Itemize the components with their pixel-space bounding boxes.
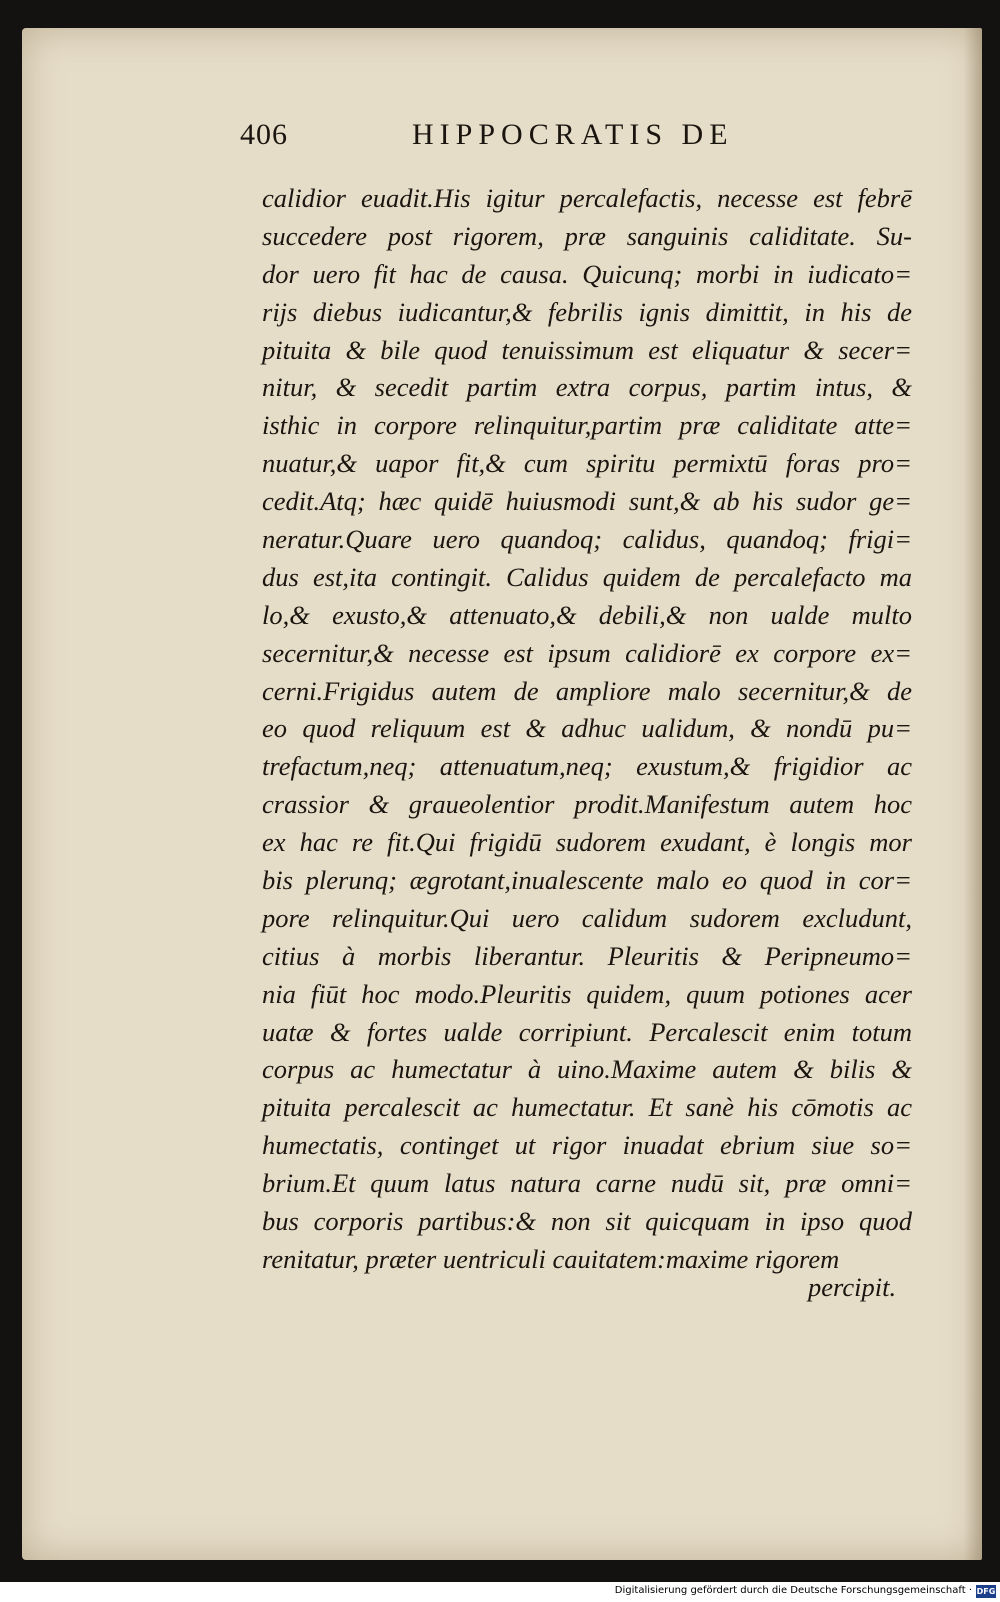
text-line: succedere post rigorem, præ sanguinis caliditate. Su- bbox=[262, 220, 912, 251]
text-line: pore relinquitur.Qui uero calidum sudorem excludunt, bbox=[262, 902, 912, 933]
text-line: nuatur,& uapor fit,& cum spiritu permixtū foras pro= bbox=[262, 448, 912, 479]
text-line: lo,& exusto,& attenuato,& debili,& non ualde multo bbox=[262, 599, 912, 630]
text-line: secernitur,& necesse est ipsum calidiorē ex corpore ex= bbox=[262, 637, 912, 668]
text-line: cedit.Atq; hæc quidē huiusmodi sunt,& ab his sudor ge= bbox=[262, 486, 912, 517]
dfg-logo: DFG bbox=[976, 1587, 996, 1596]
text-line: uatæ & fortes ualde corripiunt. Percalescit enim totum bbox=[262, 1016, 912, 1047]
text-line: renitatur, præter uentriculi cauitatem:maxime rigorem bbox=[262, 1243, 840, 1274]
text-line: brium.Et quum latus natura carne nudū sit, præ omni= bbox=[262, 1168, 912, 1199]
text-line: isthic in corpore relinquitur,partim præ caliditate atte= bbox=[262, 410, 912, 441]
catchword: percipit. bbox=[808, 1272, 897, 1302]
text-line: eo quod reliquum est & adhuc ualidum, & nondū pu= bbox=[262, 713, 912, 744]
folio-number: 406 bbox=[240, 118, 288, 151]
footer-credit: Digitalisierung gefördert durch die Deutsche Forschungsgemeinschaft · bbox=[614, 1585, 972, 1596]
running-title: HIPPOCRATIS DE bbox=[412, 118, 734, 151]
text-line: nia fiūt hoc modo.Pleuritis quidem, quum potiones acer bbox=[262, 978, 912, 1009]
text-line: calidior euadit.His igitur percalefactis, necesse est febrē bbox=[262, 183, 912, 213]
text-line: bus corporis partibus:& non sit quicquam in ipso quod bbox=[262, 1206, 912, 1237]
text-line: neratur.Quare uero quandoq; calidus, quandoq; frigi= bbox=[262, 524, 912, 555]
text-line: dor uero fit hac de causa. Quicunq; morbi in iudicato= bbox=[262, 258, 912, 289]
text-line: dus est,ita contingit. Calidus quidem de percalefacto ma bbox=[262, 561, 912, 592]
text-line: trefactum,neq; attenuatum,neq; exustum,& frigidior ac bbox=[262, 751, 912, 782]
text-line: pituita & bile quod tenuissimum est eliquatur & secer= bbox=[262, 334, 912, 365]
page-header bbox=[240, 112, 820, 168]
body-text bbox=[262, 180, 912, 1279]
page-edge-shadow bbox=[964, 28, 982, 1560]
text-line: humectatis, continget ut rigor inuadat ebrium siue so= bbox=[262, 1130, 912, 1161]
text-line: nitur, & secedit partim extra corpus, partim intus, & bbox=[262, 372, 912, 403]
digitization-footer bbox=[0, 1582, 1000, 1602]
text-line: rijs diebus iudicantur,& febrilis ignis dimittit, in his de bbox=[262, 296, 912, 327]
text-line: ex hac re fit.Qui frigidū sudorem exudant, è longis mor bbox=[262, 827, 912, 858]
text-line: cerni.Frigidus autem de ampliore malo secernitur,& de bbox=[262, 675, 912, 706]
text-line: bis plerunq; ægrotant,inualescente malo eo quod in cor= bbox=[262, 865, 912, 896]
text-line: crassior & graueolentior prodit.Manifestum autem hoc bbox=[262, 789, 912, 820]
text-line: citius à morbis liberantur. Pleuritis & Peripneumo= bbox=[262, 940, 912, 971]
text-line: corpus ac humectatur à uino.Maxime autem & bilis & bbox=[262, 1054, 912, 1085]
text-line: pituita percalescit ac humectatur. Et sanè his cōmotis ac bbox=[262, 1092, 912, 1123]
